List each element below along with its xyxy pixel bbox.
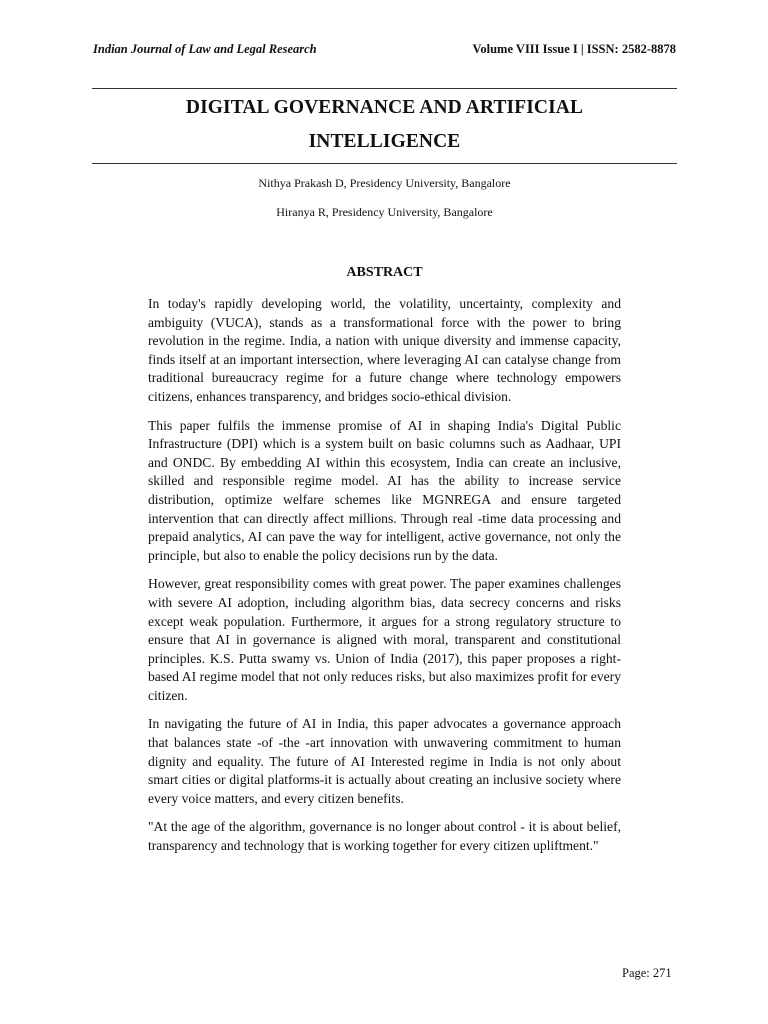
author-1: Nithya Prakash D, Presidency University, Bangalore — [258, 176, 511, 190]
volume-issue: Volume VIII Issue I | ISSN: 2582-8878 — [472, 42, 676, 56]
abstract-paragraph: In today's rapidly developing world, the volatility, uncertainty, complexity and ambiguity (VUCA), stands as a transformational force with the power to bring revolution in the regime. India, a nation with unique diversity and immense capacity, finds itself at an important intersection, where leveraging AI can catalyse change from traditional bureaucracy regime for a future change where technology empowers citizens, enhances transparency, and bridges socio-ethical division. — [148, 296, 621, 404]
page-number: Page: 271 — [622, 966, 672, 980]
title-bottom-rule — [92, 163, 677, 164]
abstract-paragraph: In navigating the future of AI in India, this paper advocates a governance approach that balances state -of -the -art innovation with unwavering commitment to human dignity and equality. The future of AI Interested regime in India is not only about smart cities or digital platforms-it is actually about creating an inclusive society where every voice matters, and every citizen benefits. — [148, 716, 621, 806]
abstract-paragraph: However, great responsibility comes with great power. The paper examines challenges with severe AI adoption, including algorithm bias, data secrecy concerns and risks except weak population. Furthermore, it argues for a strong regulatory structure to ensure that AI in governance is aligned with moral, transparent and constitutional principles. K.S. Putta swamy vs. Union of India (2017), this paper proposes a right-based AI regime model that not only reduces risks, but also maximizes profit for every citizen. — [148, 576, 621, 703]
paper-title — [92, 91, 677, 159]
title-top-rule — [92, 88, 677, 89]
journal-name: Indian Journal of Law and Legal Research — [93, 42, 317, 56]
running-header — [93, 42, 676, 60]
abstract-quote: "At the age of the algorithm, governance is no longer about control - it is about belief, transparency and technology that is working together for every citizen upliftment." — [148, 819, 621, 854]
abstract-paragraph: This paper fulfils the immense promise of AI in shaping India's Digital Public Infrastructure (DPI) which is a system built on basic columns such as Aadhaar, UPI and ONDC. By embedding AI within this ecosystem, India can create an inclusive, skilled and responsible regime model. AI has the ability to increase service distribution, optimize welfare schemes like MGNREGA and ensure targeted intervention that can directly affect millions. Through real -time data processing and prepaid analytics, AI can pave the way for intelligent, active governance, not only the principle, but also to enable the policy decisions run by the data. — [148, 417, 621, 563]
abstract-heading: ABSTRACT — [346, 265, 423, 280]
paper-title-line-1: DIGITAL GOVERNANCE AND ARTIFICIAL — [185, 97, 584, 118]
paper-title-line-2: INTELLIGENCE — [308, 131, 461, 152]
abstract-body — [148, 295, 621, 866]
author-2: Hiranya R, Presidency University, Bangalore — [276, 205, 493, 219]
